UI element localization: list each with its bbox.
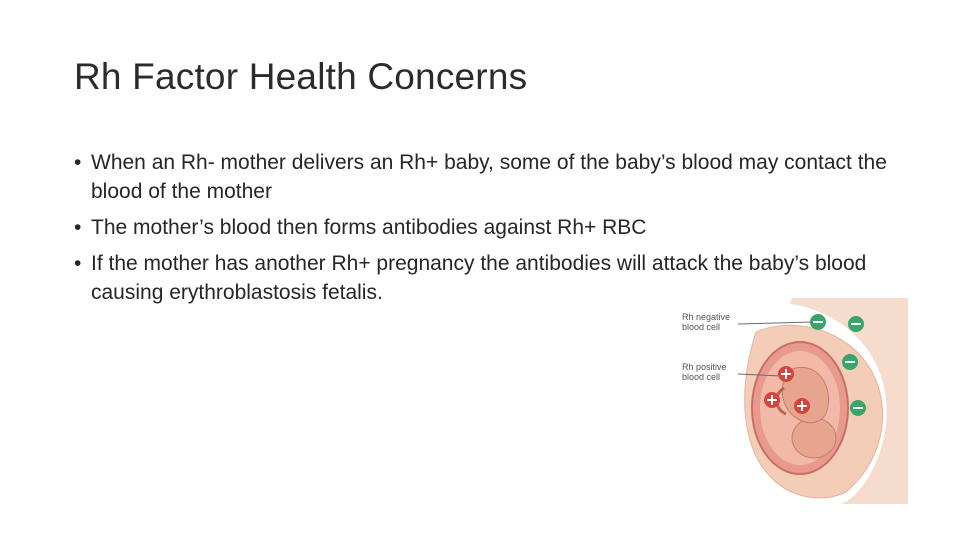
pregnancy-illustration [672, 298, 908, 504]
bullet-text: When an Rh- mother delivers an Rh+ baby, some of the baby’s blood may contact the blood of the mother [91, 151, 887, 203]
rh-negative-label [682, 312, 730, 332]
slide-title: Rh Factor Health Concerns [74, 56, 528, 97]
rh-positive-cell [794, 398, 810, 414]
bullet-glyph: • [74, 151, 82, 174]
rh-negative-cell [810, 314, 826, 330]
rh-positive-label-line2: blood cell [682, 372, 721, 382]
rh-positive-cell [778, 366, 794, 382]
rh-negative-label-line1: Rh negative [682, 312, 731, 322]
bullet-item [74, 213, 894, 242]
rh-positive-label [682, 362, 727, 382]
bullet-glyph: • [74, 252, 82, 275]
fetus-head [792, 418, 836, 458]
bullet-text: If the mother has another Rh+ pregnancy the antibodies will attack the baby’s blood causing erythroblastosis fetalis. [91, 252, 867, 304]
bullet-text: The mother’s blood then forms antibodies against Rh+ RBC [91, 216, 647, 239]
rh-negative-cell [848, 316, 864, 332]
leader-line-negative [738, 322, 812, 324]
rh-negative-cell [850, 400, 866, 416]
rh-negative-label-line2: blood cell [682, 322, 721, 332]
bullet-list [74, 148, 894, 314]
rh-positive-cell [764, 392, 780, 408]
rh-positive-label-line1: Rh positive [682, 362, 727, 372]
bullet-item [74, 148, 894, 206]
rh-negative-cell [842, 354, 858, 370]
bullet-glyph: • [74, 216, 82, 239]
